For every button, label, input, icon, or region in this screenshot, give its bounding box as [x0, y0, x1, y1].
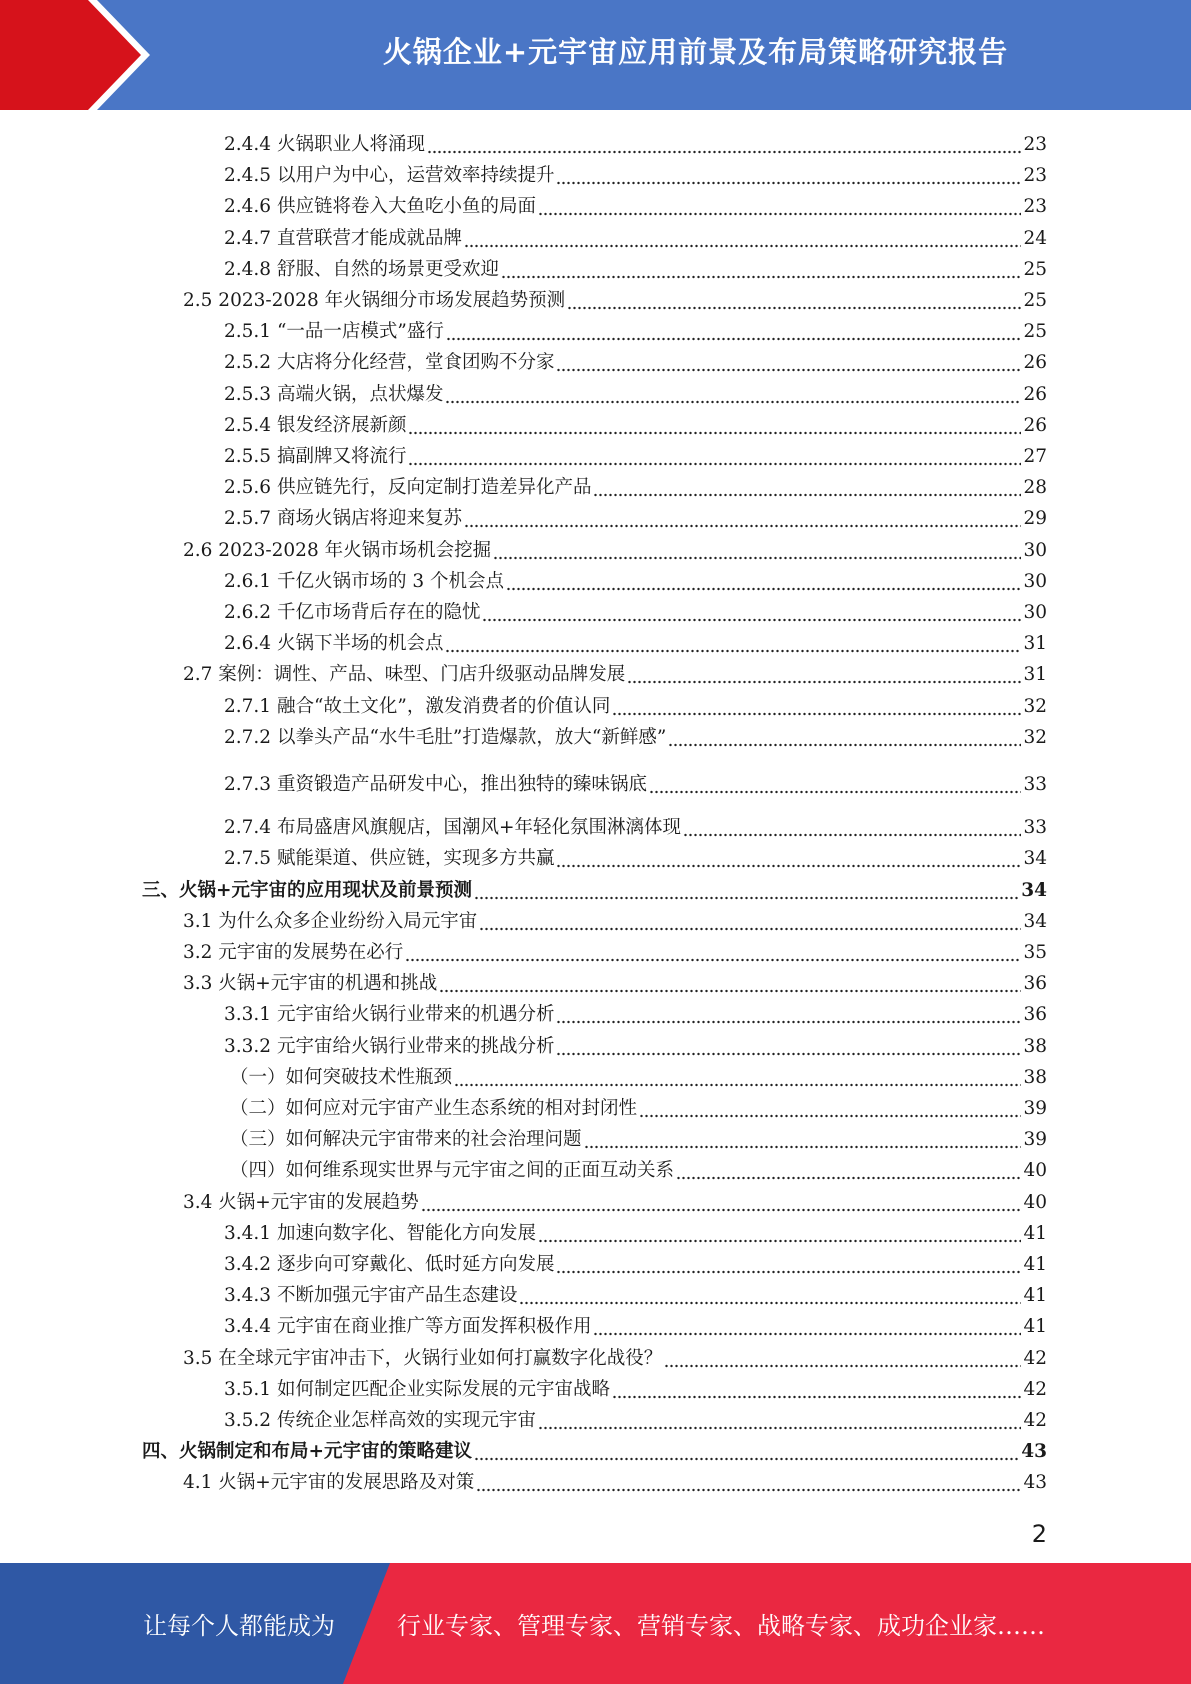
toc-dot-leader	[479, 911, 1021, 931]
toc-dot-leader	[556, 848, 1021, 868]
toc-entry-page: 23	[1023, 196, 1047, 218]
toc-dot-leader	[683, 817, 1021, 837]
toc-entry[interactable]	[224, 188, 1047, 219]
toc-entry-label: 2.5 2023-2028 年火锅细分市场发展趋势预测	[183, 290, 566, 311]
toc-entry[interactable]	[224, 1215, 1047, 1246]
toc-dot-leader	[421, 1192, 1022, 1212]
toc-entry[interactable]	[224, 1402, 1047, 1433]
toc-entry-page: 26	[1023, 383, 1047, 405]
toc-entry[interactable]	[224, 840, 1047, 871]
toc-entry-label: 2.4.8 舒服、自然的场景更受欢迎	[224, 258, 499, 280]
toc-dot-leader	[464, 228, 1021, 248]
toc-dot-leader	[593, 1316, 1021, 1336]
toc-dot-leader	[427, 134, 1021, 154]
toc-dot-leader	[556, 1004, 1021, 1024]
toc-entry-label: 3.4.2 逐步向可穿戴化、低时延方向发展	[224, 1254, 555, 1275]
toc-entry-page: 30	[1023, 570, 1047, 592]
toc-entry-label: 2.5.5 搞副牌又将流行	[224, 446, 407, 467]
toc-entry-label: 2.7.3 重资锻造产品研发中心，推出独特的臻味锅底	[224, 774, 647, 795]
toc-dot-leader	[676, 1160, 1021, 1180]
toc-dot-leader	[476, 1472, 1021, 1492]
toc-entry[interactable]	[230, 1152, 1047, 1183]
toc-dot-leader	[538, 1223, 1021, 1243]
toc-dot-leader	[556, 1036, 1021, 1056]
toc-entry-page: 36	[1023, 1004, 1047, 1026]
toc-entry[interactable]	[224, 407, 1047, 438]
toc-entry-label: 2.4.6 供应链将卷入大鱼吃小鱼的局面	[224, 196, 536, 218]
toc-dot-leader	[439, 973, 1021, 993]
toc-entry-page: 34	[1023, 910, 1047, 932]
toc-entry-page: 26	[1023, 414, 1047, 436]
toc-entry[interactable]	[230, 1059, 1047, 1090]
toc-entry-page: 41	[1023, 1222, 1047, 1244]
toc-entry-page: 39	[1023, 1098, 1047, 1119]
toc-entry[interactable]	[183, 934, 1047, 965]
toc-entry-page: 29	[1023, 508, 1047, 530]
toc-entry[interactable]	[224, 594, 1047, 625]
toc-entry-label: 3.5.1 如何制定匹配企业实际发展的元宇宙战略	[224, 1378, 610, 1400]
toc-entry[interactable]	[224, 809, 1047, 840]
toc-entry[interactable]	[224, 157, 1047, 188]
toc-entry-label: 2.5.2 大店将分化经营，堂食团购不分家	[224, 352, 555, 374]
toc-entry-label: （三）如何解决元宇宙带来的社会治理问题	[230, 1129, 582, 1151]
footer-slogan-left: 让每个人都能成为	[143, 1612, 335, 1640]
toc-entry[interactable]	[224, 1028, 1047, 1059]
page-header	[0, 0, 1191, 110]
toc-dot-leader	[446, 321, 1022, 341]
toc-entry[interactable]	[224, 251, 1047, 282]
toc-entry-label: 2.5.7 商场火锅店将迎来复苏	[224, 508, 462, 530]
toc-entry-label: 3.3.2 元宇宙给火锅行业带来的挑战分析	[224, 1035, 555, 1057]
page-footer	[0, 1563, 1191, 1684]
toc-dot-leader	[538, 196, 1021, 216]
toc-entry-page: 35	[1023, 942, 1047, 963]
toc-entry-page: 40	[1023, 1191, 1047, 1213]
toc-entry-label: 2.6.1 千亿火锅市场的 3 个机会点	[224, 570, 504, 592]
toc-entry-label: 2.6 2023-2028 年火锅市场机会挖掘	[183, 539, 492, 561]
toc-entry-page: 28	[1023, 477, 1047, 499]
toc-entry[interactable]	[230, 1090, 1047, 1121]
toc-chapter-entry[interactable]	[142, 1433, 1047, 1464]
toc-entry[interactable]	[224, 344, 1047, 375]
toc-dot-leader	[668, 727, 1021, 747]
toc-dot-leader	[639, 1098, 1021, 1118]
toc-entry-label: 3.1 为什么众多企业纷纷入局元宇宙	[183, 910, 478, 932]
toc-dot-leader	[519, 1285, 1021, 1305]
toc-entry-label: 3.4.1 加速向数字化、智能化方向发展	[224, 1222, 536, 1244]
toc-dot-leader	[612, 696, 1021, 716]
toc-entry-page: 25	[1023, 290, 1047, 311]
toc-entry[interactable]	[224, 313, 1047, 344]
toc-entry[interactable]	[224, 1246, 1047, 1277]
toc-dot-leader	[593, 477, 1021, 497]
toc-entry[interactable]	[183, 532, 1047, 563]
toc-entry-label: 2.4.7 直营联营才能成就品牌	[224, 227, 462, 249]
toc-entry-label: 2.4.4 火锅职业人将涌现	[224, 134, 425, 155]
toc-entry[interactable]	[224, 220, 1047, 251]
toc-entry-page: 33	[1023, 817, 1047, 839]
toc-entry-page: 41	[1023, 1285, 1047, 1307]
toc-entry[interactable]	[224, 625, 1047, 656]
toc-entry[interactable]	[224, 1308, 1047, 1339]
toc-entry[interactable]	[224, 126, 1047, 157]
toc-entry-label: 2.5.3 高端火锅，点状爆发	[224, 383, 444, 405]
toc-entry-page: 23	[1023, 134, 1047, 155]
toc-entry-label: 2.7.1 融合“故土文化”，激发消费者的价值认同	[224, 695, 611, 717]
report-title: 火锅企业+元宇宙应用前景及布局策略研究报告	[382, 34, 1009, 69]
toc-dot-leader	[474, 880, 1019, 900]
toc-entry-label: 三、火锅+元宇宙的应用现状及前景预测	[142, 879, 473, 901]
toc-dot-leader	[649, 774, 1021, 794]
toc-entry-label: 2.7.2 以拳头产品“水牛毛肚”打造爆款，放大“新鲜感”	[224, 726, 667, 748]
toc-entry-page: 34	[1021, 879, 1047, 901]
toc-entry-page: 30	[1023, 539, 1047, 561]
toc-entry[interactable]	[224, 719, 1047, 750]
toc-entry-label: 3.4.3 不断加强元宇宙产品生态建设	[224, 1285, 518, 1307]
toc-entry-page: 25	[1023, 321, 1047, 343]
toc-dot-leader	[556, 165, 1021, 185]
toc-chapter-entry[interactable]	[142, 872, 1047, 903]
toc-entry[interactable]	[183, 1464, 1047, 1495]
toc-dot-leader	[584, 1129, 1022, 1149]
toc-entry-label: （四）如何维系现实世界与元宇宙之间的正面互动关系	[230, 1160, 675, 1182]
toc-entry-label: 3.3.1 元宇宙给火锅行业带来的机遇分析	[224, 1004, 555, 1026]
toc-entry[interactable]	[224, 438, 1047, 469]
toc-entry-page: 41	[1023, 1254, 1047, 1275]
toc-entry-page: 36	[1023, 973, 1047, 995]
toc-entry-label: 3.5 在全球元宇宙冲击下，火锅行业如何打赢数字化战役？	[183, 1347, 663, 1369]
toc-entry-page: 39	[1023, 1129, 1047, 1151]
toc-entry-page: 33	[1023, 774, 1047, 795]
toc-entry-page: 41	[1023, 1316, 1047, 1338]
toc-entry-label: 2.7.4 布局盛唐风旗舰店，国潮风+年轻化氛围淋漓体现	[224, 817, 681, 839]
toc-entry-page: 38	[1023, 1035, 1047, 1057]
toc-entry[interactable]	[183, 282, 1047, 313]
toc-dot-leader	[405, 942, 1021, 962]
toc-dot-leader	[506, 571, 1021, 591]
toc-entry-page: 30	[1023, 602, 1047, 623]
toc-entry-page: 24	[1023, 227, 1047, 249]
toc-entry[interactable]	[183, 965, 1047, 996]
toc-dot-leader	[482, 602, 1021, 622]
toc-entry-label: 3.5.2 传统企业怎样高效的实现元宇宙	[224, 1410, 536, 1431]
toc-entry[interactable]	[183, 1184, 1047, 1215]
toc-dot-leader	[445, 384, 1021, 404]
toc-entry-page: 32	[1023, 726, 1047, 748]
toc-dot-leader	[408, 415, 1021, 435]
toc-entry-page: 32	[1023, 695, 1047, 717]
toc-entry[interactable]	[230, 1121, 1047, 1152]
toc-entry-label: 2.6.2 千亿市场背后存在的隐忧	[224, 602, 481, 623]
toc-dot-leader	[556, 1254, 1021, 1274]
footer-slogan-right: 行业专家、管理专家、营销专家、战略专家、成功企业家……	[397, 1612, 1045, 1640]
toc-dot-leader	[538, 1410, 1021, 1430]
toc-entry[interactable]	[224, 563, 1047, 594]
toc-entry-label: 3.4.4 元宇宙在商业推广等方面发挥积极作用	[224, 1316, 592, 1338]
toc-entry[interactable]	[183, 1340, 1047, 1371]
page-number: 2	[1031, 1520, 1047, 1548]
toc-entry-label: 2.6.4 火锅下半场的机会点	[224, 633, 444, 655]
toc-entry-page: 38	[1023, 1066, 1047, 1088]
toc-entry-page: 31	[1023, 664, 1047, 686]
toc-dot-leader	[445, 633, 1021, 653]
toc-entry-page: 43	[1023, 1472, 1047, 1494]
toc-dot-leader	[567, 290, 1021, 310]
toc-entry-label: 4.1 火锅+元宇宙的发展思路及对策	[183, 1472, 475, 1494]
toc-dot-leader	[408, 446, 1021, 466]
toc-entry-page: 31	[1023, 633, 1047, 655]
toc-entry-label: 2.5.6 供应链先行，反向定制打造差异化产品	[224, 477, 592, 499]
toc-entry-label: 3.2 元宇宙的发展势在必行	[183, 942, 404, 963]
toc-entry-label: 2.7.5 赋能渠道、供应链，实现多方共赢	[224, 848, 555, 870]
toc-entry[interactable]	[224, 688, 1047, 719]
toc-entry-page: 34	[1023, 848, 1047, 870]
toc-entry-page: 42	[1023, 1378, 1047, 1400]
toc-entry-label: 2.5.4 银发经济展新颜	[224, 414, 407, 436]
toc-entry[interactable]	[224, 500, 1047, 531]
toc-entry-label: 四、火锅制定和布局+元宇宙的策略建议	[142, 1441, 473, 1463]
toc-dot-leader	[454, 1067, 1021, 1087]
toc-entry-page: 42	[1023, 1410, 1047, 1431]
toc-entry-label: 2.5.1 “一品一店模式”盛行	[224, 321, 444, 343]
toc-entry-label: 3.4 火锅+元宇宙的发展趋势	[183, 1191, 419, 1213]
toc-entry-label: （一）如何突破技术性瓶颈	[230, 1066, 453, 1088]
toc-entry[interactable]	[224, 766, 1047, 797]
toc-dot-leader	[493, 540, 1021, 560]
toc-dot-leader	[612, 1379, 1021, 1399]
toc-dot-leader	[556, 352, 1021, 372]
toc-entry[interactable]	[224, 1277, 1047, 1308]
toc-entry-page: 40	[1023, 1160, 1047, 1182]
toc-dot-leader	[464, 508, 1021, 528]
toc-entry-page: 43	[1021, 1441, 1047, 1463]
toc-entry-label: 2.4.5 以用户为中心，运营效率持续提升	[224, 165, 555, 187]
toc-entry-page: 23	[1023, 165, 1047, 187]
toc-entry-page: 27	[1023, 446, 1047, 467]
toc-entry-page: 26	[1023, 352, 1047, 374]
header-chevron-decoration	[0, 0, 150, 110]
toc-entry[interactable]	[224, 469, 1047, 500]
toc-entry[interactable]	[224, 1371, 1047, 1402]
toc-entry-page: 42	[1023, 1347, 1047, 1369]
toc-entry-label: 3.3 火锅+元宇宙的机遇和挑战	[183, 973, 438, 995]
toc-entry-page: 25	[1023, 258, 1047, 280]
toc-entry-label: （二）如何应对元宇宙产业生态系统的相对封闭性	[230, 1098, 638, 1119]
toc-entry-label: 2.7 案例：调性、产品、味型、门店升级驱动品牌发展	[183, 664, 626, 686]
toc-dot-leader	[474, 1441, 1019, 1461]
toc-dot-leader	[501, 259, 1021, 279]
header-red-chevron	[0, 0, 148, 110]
toc-dot-leader	[627, 664, 1021, 684]
toc-entry[interactable]	[224, 376, 1047, 407]
toc-dot-leader	[664, 1348, 1021, 1368]
toc-entry[interactable]	[224, 996, 1047, 1027]
toc-entry[interactable]	[183, 656, 1047, 687]
toc-entry[interactable]	[183, 903, 1047, 934]
